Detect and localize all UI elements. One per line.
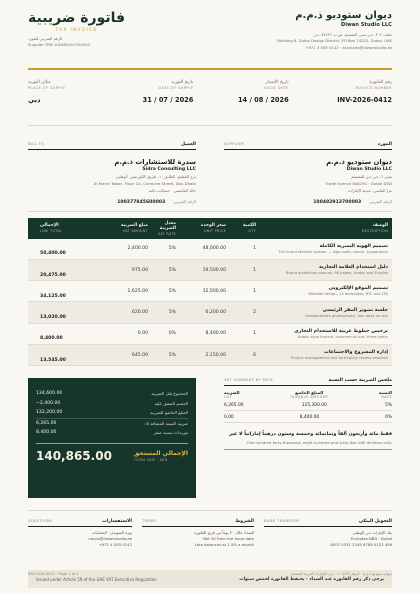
bank-line: بنك الإمارات دبي الوطني (352, 530, 392, 536)
totals-value: −2,400.00 (36, 400, 61, 406)
vat-summary-rate: 5% (385, 403, 392, 409)
supply-date-label: تاريخ التوريد (171, 79, 194, 85)
footer-info (28, 510, 392, 566)
col-description-en: DESCRIPTION (362, 229, 388, 234)
invoice-number-label-en: INVOICE NUMBER (355, 85, 392, 90)
grand-total-label: الإجمالي المستحق (133, 450, 188, 458)
item-vat-amount: 2,400.00 (127, 246, 148, 252)
vat-summary-col-rate-en: RATE (381, 395, 392, 400)
company-address-en: Building 6, Dubai Design District, PO Box 74222, Dubai, UAE (277, 38, 392, 44)
bank-heading-en: BANK TRANSFER (264, 519, 300, 524)
company-block (277, 10, 392, 51)
vat-summary-vat: 0.00 (224, 415, 234, 421)
vat-summary-taxable: 125,300.00 (301, 403, 327, 409)
totals-label: الخصم المتفق عليه (154, 400, 188, 406)
vat-summary-heading-en: VAT SUMMARY BY RATE (224, 378, 274, 383)
totals-row (36, 398, 188, 408)
amount-in-words-ar: فقط مائة وأربعون ألفاً وثمانمائة وخمسة وستون درهماً إماراتياً لا غير (229, 432, 392, 438)
item-line-total: 13,545.00 (40, 357, 66, 363)
supplier-name-ar: ديوان ستوديو ذ.م.م (326, 157, 392, 166)
item-unit-price: 2,150.00 (205, 352, 226, 358)
invoice-number-cell (300, 80, 392, 125)
totals-value: 132,200.00 (36, 410, 63, 416)
col-unit-price: سعر الوحدة (200, 223, 226, 229)
invoice-number-label: رقم الفاتورة (369, 79, 392, 85)
totals-label: توريدات بنسبة صفر (153, 429, 188, 435)
item-qty: 2 (253, 310, 256, 316)
table-row (28, 260, 392, 281)
questions-phone: +971 4 555 0142 (98, 542, 132, 548)
customer-block (28, 142, 196, 211)
notice-ar: يرجى ذكر رقم الفاتورة عند السداد · نحتفظ الفاتورة لخمس سنوات (239, 576, 384, 582)
invoice-header (28, 10, 392, 68)
questions-heading-en: QUESTIONS (28, 519, 53, 524)
totals-label: ضريبة القيمة المضافة ٥٪ (144, 420, 188, 426)
invoice-number-value: INV-2026-0412 (337, 95, 392, 104)
supply-date-cell (109, 80, 193, 125)
col-line-total-en: LINE TOTAL (40, 229, 63, 234)
item-line-total: 50,400.00 (40, 251, 66, 257)
supplier-heading-en: SUPPLIER (224, 141, 245, 146)
item-description-ar: تصميم الموقع الإلكتروني (328, 286, 388, 292)
item-vat-amount: 645.00 (131, 352, 148, 358)
item-line-total: 20,475.00 (40, 272, 66, 278)
supplier-line: مبنى ٦، حي دبي للتصميم (351, 173, 392, 179)
summary-area (28, 378, 392, 498)
supplier-line: مرا الماسي، مدينة الإمارات (347, 187, 392, 193)
totals-row (36, 388, 188, 398)
customer-heading: العميل (181, 141, 196, 147)
item-unit-price: 6,200.00 (205, 310, 226, 316)
totals-value: 8,400.00 (36, 429, 57, 435)
terms-line: السداد خلال ٣٠ يوماً من تاريخ الفاتورة (194, 530, 254, 536)
col-unit-price-en: UNIT PRICE (204, 229, 226, 234)
customer-line: Al Marfa Tower, Floor 10, Corniche Street, Abu Dhabi (93, 180, 196, 186)
vat-summary-col-taxable-en: TAXABLE AMOUNT (289, 395, 329, 400)
place-of-supply-label-en: PLACE OF SUPPLY (28, 85, 66, 90)
page-footer-company: ديوان ستوديو ذ.م.م · الرقم ١٠٠٤٨٢٩ · بنى الإمارات العربية المتحدة (291, 572, 392, 576)
parties (28, 126, 392, 212)
item-description-en: Headquarters photography, two days on site (305, 313, 388, 318)
item-line-total: 13,020.00 (40, 315, 66, 321)
totals-value: 6,265.00 (36, 420, 57, 426)
page-footer-number: INV-2026-0412 · Page 1 of 1 (28, 572, 79, 576)
supply-date-value: 31 / 07 / 2026 (142, 95, 194, 104)
item-vat-amount: 975.00 (131, 267, 148, 273)
notice-en: Issued under Article 59 of the UAE VAT Executive Regulation (36, 576, 157, 582)
place-of-supply-value: دبي (28, 95, 41, 104)
item-vat-rate: 5% (168, 288, 176, 294)
customer-name-ar: سدرة للاستشارات ذ.م.م (114, 157, 196, 166)
words-rule (224, 449, 392, 450)
item-description-ar: تصميم الهوية البصرية الكاملة (319, 243, 388, 249)
vat-summary (224, 378, 392, 498)
item-vat-amount: 0.00 (137, 331, 148, 337)
grand-total (36, 443, 188, 463)
company-name-ar: ديوان ستوديو ذ.م.م (295, 10, 392, 21)
invoice-meta (28, 70, 392, 126)
customer-trn-label: الرقم الضريبي (173, 198, 196, 204)
item-description-ar: إدارة المشروع والاجتماعات (324, 350, 388, 356)
vat-summary-col-taxable: المبلغ الخاضع (295, 390, 324, 396)
col-qty: الكمية (242, 223, 256, 229)
totals-row (36, 418, 188, 428)
vat-summary-row (224, 415, 392, 423)
item-qty: 6 (253, 352, 256, 358)
col-vat-rate: معدل الضريبة (159, 220, 176, 231)
item-line-total: 8,400.00 (40, 336, 63, 342)
document-title-en: TAX INVOICE (55, 27, 98, 32)
issue-date-value: 14 / 08 / 2026 (237, 95, 289, 104)
item-vat-rate: 0% (168, 331, 176, 337)
item-description-en: Project management and fortnightly review sessions (290, 356, 388, 361)
vat-summary-taxable: 8,400.00 (299, 415, 320, 421)
questions-line: نورة السويدي · الحسابات (91, 530, 132, 536)
item-vat-rate: 5% (168, 352, 176, 358)
supplier-line: Trade licence 846291 · Dubai DED (325, 180, 392, 186)
terms-line: Net 30 from the issue date (203, 536, 254, 542)
company-contact: +971 4 555 0142 · accounts@diwanstudio.ae (305, 44, 392, 50)
vat-summary-vat: 6,265.00 (224, 403, 244, 409)
item-vat-amount: 1,625.00 (127, 288, 148, 294)
table-row (28, 345, 392, 366)
document-title-ar: فاتورة ضريبية (28, 10, 126, 26)
vat-summary-col-rate: النسبة (378, 390, 392, 396)
item-description-ar: جلسة تصوير المقر الرئيسي (322, 307, 388, 313)
item-qty: 1 (253, 331, 256, 337)
place-of-supply-label: مكان التوريد (28, 79, 51, 85)
col-vat-amount-en: VAT AMOUNT (123, 229, 148, 234)
item-line-total: 34,125.00 (40, 293, 66, 299)
amount-in-words-en: One hundred forty thousand, eight hundred and sixty-five UAE dirhams only. (246, 440, 392, 446)
totals-row (36, 428, 188, 438)
col-vat-amount: مبلغ الضريبة (120, 223, 148, 229)
supplier-trn-value: 100482913700003 (313, 199, 362, 205)
item-vat-amount: 620.00 (131, 310, 148, 316)
company-address-ar: مكتب ٣٠٢، دبي مبنى التصميم، ص.ب ٧٤٢٢٢، دبي (313, 32, 392, 37)
vat-summary-heading: ملخص الضريبة حسب النسبة (328, 378, 392, 384)
vat-summary-col-vat-en: VAT (224, 395, 232, 400)
company-name-en: Diwan Studio LLC (340, 22, 392, 28)
bank-transfer-block (264, 519, 392, 566)
place-of-supply-cell (28, 80, 98, 125)
customer-name-en: Sidra Consulting LLC (142, 166, 196, 172)
terms-block (142, 519, 254, 566)
totals-value: 134,600.00 (36, 390, 63, 396)
table-row (28, 302, 392, 323)
item-description-ar: دليل استخدام العلامة التجارية (318, 265, 388, 271)
item-description-en: Arabic type licence, commercial use, three years (297, 334, 388, 339)
terms-heading-en: TERMS (142, 519, 157, 524)
item-description-en: Full brand identity system — logo suite, colour, typography (278, 249, 388, 254)
table-row (28, 324, 392, 345)
supplier-trn-label: الرقم الضريبي (369, 198, 392, 204)
col-qty-en: QTY (248, 229, 256, 234)
bank-iban: AE07 0331 2345 6789 0123 456 (330, 542, 392, 548)
col-line-total: الإجمالي (40, 223, 59, 229)
table-row (28, 281, 392, 302)
customer-heading-en: BILL TO (28, 141, 45, 146)
terms-heading: الشروط (235, 519, 254, 525)
totals-label: المبلغ الخاضع للضريبة (150, 410, 188, 416)
item-qty: 1 (253, 246, 256, 252)
vat-summary-row (224, 403, 392, 411)
questions-block (28, 519, 132, 566)
item-vat-rate: 5% (168, 267, 176, 273)
customer-line: برج الفطيم، الطابق ١٠، طريق الكورنيش، أبوظبي (115, 173, 196, 179)
supplier-heading: المورد (377, 141, 392, 147)
totals-box (28, 378, 196, 498)
issue-date-label-en: ISSUE DATE (263, 85, 289, 90)
questions-heading: الاستفسارات (102, 519, 132, 525)
supply-date-label-en: DATE OF SUPPLY (158, 85, 194, 90)
item-unit-price: 32,500.00 (202, 288, 226, 294)
title-block (28, 10, 125, 49)
vat-summary-rate: 0% (385, 415, 392, 421)
supplier-block (224, 142, 392, 211)
col-description: الوصف (372, 223, 388, 229)
questions-email[interactable]: noura@diwanstudio.ae (88, 536, 132, 542)
bank-heading: التحويل البنكي (358, 519, 392, 525)
table-header (28, 218, 392, 239)
item-description-ar: ترخيص خطوط عربية للاستخدام التجاري (294, 328, 388, 334)
item-vat-rate: 5% (168, 310, 176, 316)
customer-line: خالد القاسمي · حسابات دائنة (148, 187, 196, 193)
bank-line: Emirates NBD · Dubai (350, 536, 392, 542)
supplier-trn-en: Supplier TRN 100482913700003 (28, 42, 91, 48)
supplier-name-en: Diwan Studio LLC (346, 166, 392, 172)
item-qty: 1 (253, 288, 256, 294)
grand-total-label-en: TOTAL DUE · AED (133, 458, 168, 463)
terms-line: Late balances at 1.5% a month (194, 542, 254, 548)
totals-label: المجموع قبل الضريبة (151, 390, 188, 396)
col-vat-rate-en: VAT RATE (157, 231, 176, 236)
item-vat-rate: 5% (168, 246, 176, 252)
totals-row (36, 408, 188, 418)
item-qty: 1 (253, 267, 256, 273)
supplier-trn-label: الرقم الضريبي للمورد (28, 36, 63, 41)
item-unit-price: 48,000.00 (202, 246, 226, 252)
customer-trn-value: 100377845600003 (117, 199, 166, 205)
item-unit-price: 8,400.00 (205, 331, 226, 337)
item-description-en: Website design, 14 templates, RTL and LTR (308, 292, 388, 297)
issue-date-label: تاريخ الإصدار (265, 79, 289, 85)
page-footer (28, 572, 392, 576)
vat-summary-col-vat: الضريبة (224, 390, 240, 396)
item-description-en: Brand guidelines manual, 96 pages, Arabic and English (286, 271, 388, 276)
line-items-table (28, 218, 392, 367)
table-row (28, 239, 392, 260)
issue-date-cell (205, 80, 289, 125)
grand-total-value: 140,865.00 (36, 449, 112, 464)
item-unit-price: 19,500.00 (202, 267, 226, 273)
